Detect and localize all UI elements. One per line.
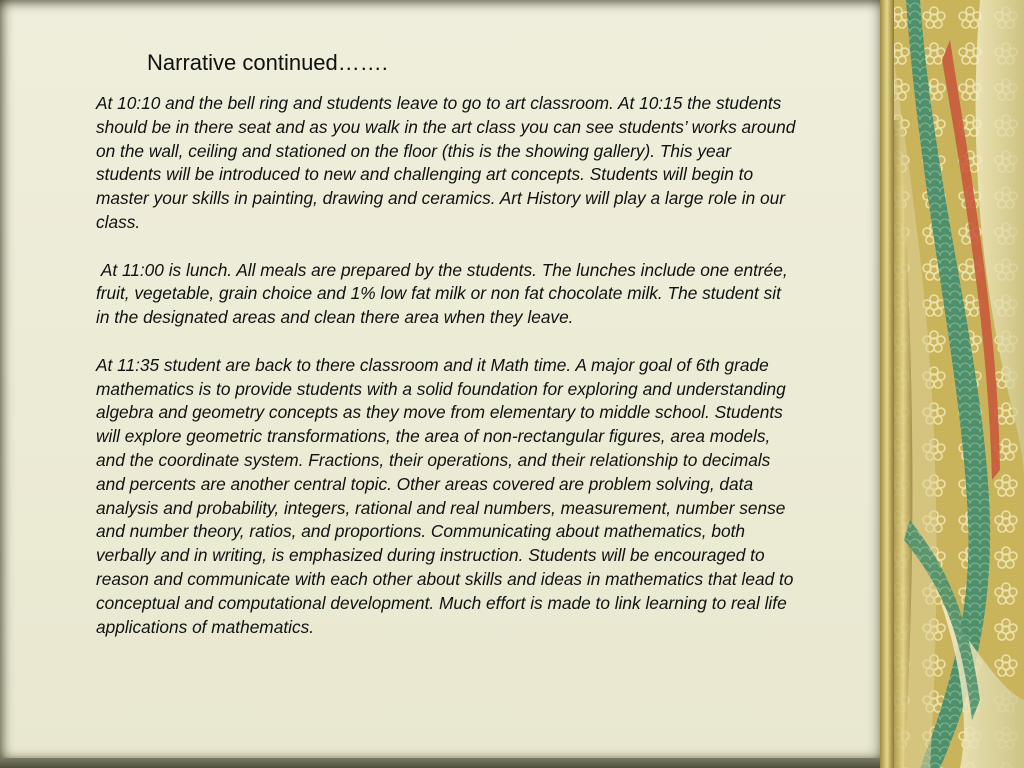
decorative-border	[880, 0, 1024, 768]
paragraph-math: At 11:35 student are back to there classroom and it Math time. A major goal of 6th grade mathematics is to provide students with a solid foundation for exploring and understanding algebra and geometry concepts as they move from elementary to middle school. Students will explore geometric transformations, the area of non-rectangular figures, area models, and the coordinate system. Fractions, their operations, and their relationship to decimals and percents are another central topic. Other areas covered are problem solving, data analysis and probability, integers, rational and real numbers, measurement, number sense and number theory, ratios, and proportions. Communicating about mathematics, both verbally and in writing, is emphasized during instruction. Students will be encouraged to reason and communicate with each other about skills and ideas in mathematics that lead to conceptual and computational development. Much effort is made to link learning to real life applications of mathematics.	[96, 354, 794, 637]
panel-bottom-shade	[0, 758, 884, 768]
body-text	[96, 92, 796, 639]
paragraph-lunch: At 11:00 is lunch. All meals are prepared by the students. The lunches include one entrée, fruit, vegetable, grain choice and 1% low fat milk or non fat chocolate milk. The student sit in the designated areas and clean there area when they leave.	[96, 259, 793, 328]
decorative-ribbons-graphic	[880, 0, 1024, 768]
paragraph-art-class: At 10:10 and the bell ring and students leave to go to art classroom. At 10:15 the students should be in there seat and as you walk in the art class you can see students’ works around on the wall, ceiling and stationed on the floor (this is the showing gallery). This year students will be introduced to new and challenging art concepts. Students will begin to master your skills in painting, drawing and ceramics. Art History will play a large role in our class.	[96, 93, 796, 232]
slide-title: Narrative continued…….	[147, 50, 388, 75]
